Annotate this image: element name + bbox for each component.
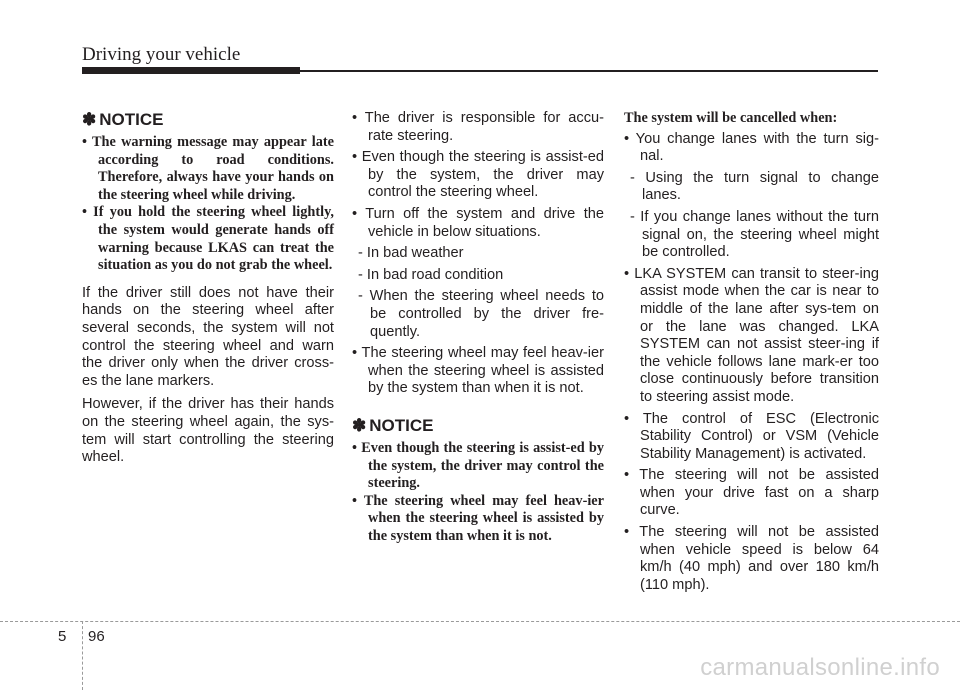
- footer-vertical-divider: [82, 621, 84, 690]
- notice-star-icon: ✽: [82, 110, 97, 129]
- notice-star-icon: ✽: [352, 415, 367, 435]
- notice-item: • The warning message may appear late according to road conditions. Therefore, always have your hands on the steering wheel while driving.: [82, 134, 334, 203]
- notice-item: • Even though the steering is assist-ed by the system, the driver may control the steering.: [352, 439, 604, 492]
- footer-divider: [0, 621, 960, 623]
- column-middle: [352, 110, 604, 545]
- list-item: • Turn off the system and drive the vehicle in below situations.: [352, 205, 604, 240]
- list-item: • The steering will not be assisted when vehicle speed is below 64 km/h (40 mph) and over 180 km/h (110 mph).: [624, 524, 879, 593]
- list-item: • Even though the steering is assist-ed by the system, the driver may control the steering wheel.: [352, 149, 604, 201]
- page-number: 96: [88, 628, 105, 645]
- header-title: Driving your vehicle: [82, 44, 241, 65]
- notice-heading: [352, 416, 604, 436]
- watermark: carmanualsonline.info: [700, 654, 940, 681]
- notice-item: • If you hold the steering wheel lightly, the system would generate hands off warning because LKAS can treat the situation as you do not grab the wheel.: [82, 204, 334, 274]
- list-item: • You change lanes with the turn sig-nal.: [624, 130, 879, 165]
- column-left: [82, 110, 334, 473]
- header-rule-thick: [82, 67, 300, 74]
- sub-list-item: - When the steering wheel needs to be controlled by the driver fre-quently.: [358, 288, 604, 340]
- notice-item: • The steering wheel may feel heav-ier when the steering wheel is assisted by the system than when it is not.: [352, 492, 604, 544]
- list-item: • LKA SYSTEM can transit to steer-ing assist mode when the car is near to middle of the lane after sys-tem on or the lane was changed. LKA SYSTEM can not assist steer-ing if the vehicle follows lane mark-er too close continuously before transition to steering assist mode.: [624, 265, 879, 405]
- notice-heading-label: NOTICE: [369, 415, 434, 435]
- sub-list-item: - In bad road condition: [358, 266, 504, 283]
- column-right: [624, 110, 879, 598]
- chapter-number: 5: [58, 628, 67, 645]
- list-item: • The steering wheel may feel heav-ier when the steering wheel is assisted by the system than when it is not.: [352, 345, 604, 397]
- header-rule-thin: [300, 70, 878, 72]
- body-paragraph: If the driver still does not have their hands on the steering wheel after several seconds, the system will not control the steering wheel and warn the driver only when the driver cross-es the lane markers.: [82, 284, 334, 389]
- list-item: • The steering will not be assisted when your drive fast on a sharp curve.: [624, 467, 879, 519]
- list-item: • The control of ESC (Electronic Stability Control) or VSM (Vehicle Stability Management) is activated.: [624, 410, 879, 462]
- sub-list-item: - If you change lanes without the turn signal on, the steering wheel might be controlled.: [630, 208, 879, 261]
- body-paragraph: However, if the driver has their hands on the steering wheel again, the sys-tem will start controlling the steering wheel.: [82, 396, 334, 466]
- notice-heading-label: NOTICE: [99, 110, 164, 129]
- section-heading: The system will be cancelled when:: [624, 110, 838, 126]
- notice-heading: [82, 110, 334, 130]
- sub-list-item: - In bad weather: [358, 245, 464, 262]
- list-item: • The driver is responsible for accu-rate steering.: [352, 110, 604, 144]
- sub-list-item: - Using the turn signal to change lanes.: [630, 169, 879, 204]
